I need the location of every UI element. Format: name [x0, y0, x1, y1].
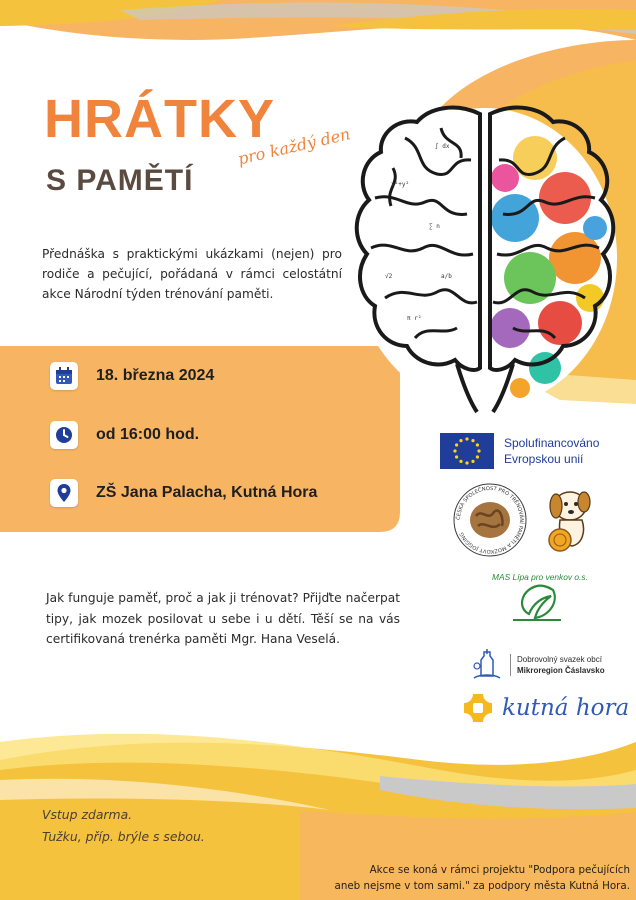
eu-text-line1: Spolufinancováno [504, 435, 600, 450]
church-tower-icon [470, 648, 504, 682]
footer-line1: Akce se koná v rámci projektu "Podpora pečujících [369, 864, 630, 876]
seal-text: ČESKÁ SPOLEČNOST PRO TRÉNOVÁNÍ PAMĚTI A MOZKOVÝ JOGGING [455, 485, 525, 555]
svg-text:x²+y²: x²+y² [391, 181, 410, 188]
event-place-row [50, 478, 317, 508]
event-date: 18. března 2024 [96, 367, 215, 384]
dso-line2: Mikroregion Čáslavsko [517, 666, 605, 675]
brain-illustration [345, 88, 625, 418]
event-time-row [50, 420, 199, 450]
linden-leaf-icon [507, 582, 567, 624]
event-time: od 16:00 hod. [96, 426, 200, 443]
svg-text:π r²: π r² [407, 315, 422, 322]
memory-society-seal-logo [452, 482, 528, 558]
svg-text:∑ n: ∑ n [429, 223, 440, 230]
kutna-hora-cross-icon [462, 692, 494, 724]
dso-line1: Dobrovolný svazek obcí [517, 654, 602, 664]
eu-cofunding-logo [440, 433, 599, 469]
project-footer [300, 862, 630, 895]
svg-text:∫ dx: ∫ dx [435, 143, 450, 150]
description-paragraph: Jak funguje paměť, proč a jak ji trénovat? Přijďte načerpat tipy, jak mozek posilovat u sebe i u dětí. Těší se na vás certifikovaná trenérka paměti Mgr. Hana Veselá. [46, 591, 400, 646]
mas-label: MAS Lípa pro venkov o.s. [492, 572, 588, 582]
tagline: pro každý den [236, 124, 352, 169]
event-date-row [50, 361, 214, 391]
eu-flag-icon [440, 433, 494, 469]
bring-items-note: Tužku, příp. brýle s sebou. [42, 828, 205, 844]
kutna-hora-wordmark: kutná hora [502, 695, 630, 721]
clock-icon [50, 421, 78, 449]
calendar-icon [50, 362, 78, 390]
event-place: ZŠ Jana Palacha, Kutná Hora [96, 484, 318, 501]
caslavsko-microregion-logo [470, 648, 605, 682]
intro-paragraph: Přednáška s praktickými ukázkami (nejen) pro rodiče a pečující, pořádaná v rámci celostátní akce Národní týden trénování paměti. [42, 247, 342, 302]
kutna-hora-logo [462, 692, 629, 724]
location-pin-icon [50, 479, 78, 507]
eu-text-line2: Evropskou unií [504, 452, 584, 466]
svg-text:a/b: a/b [441, 273, 452, 280]
free-entry-note: Vstup zdarma. [42, 807, 133, 822]
main-title: HRÁTKY [44, 89, 275, 149]
footer-line2: aneb nejsme v tom sami." za podpory města Kutná Hora. [334, 880, 630, 893]
notes-block [42, 804, 205, 847]
subtitle: S PAMĚTÍ [46, 164, 194, 197]
mas-lipa-logo [492, 572, 588, 628]
svg-text:√2: √2 [385, 273, 393, 280]
dog-mascot-logo [540, 484, 602, 556]
